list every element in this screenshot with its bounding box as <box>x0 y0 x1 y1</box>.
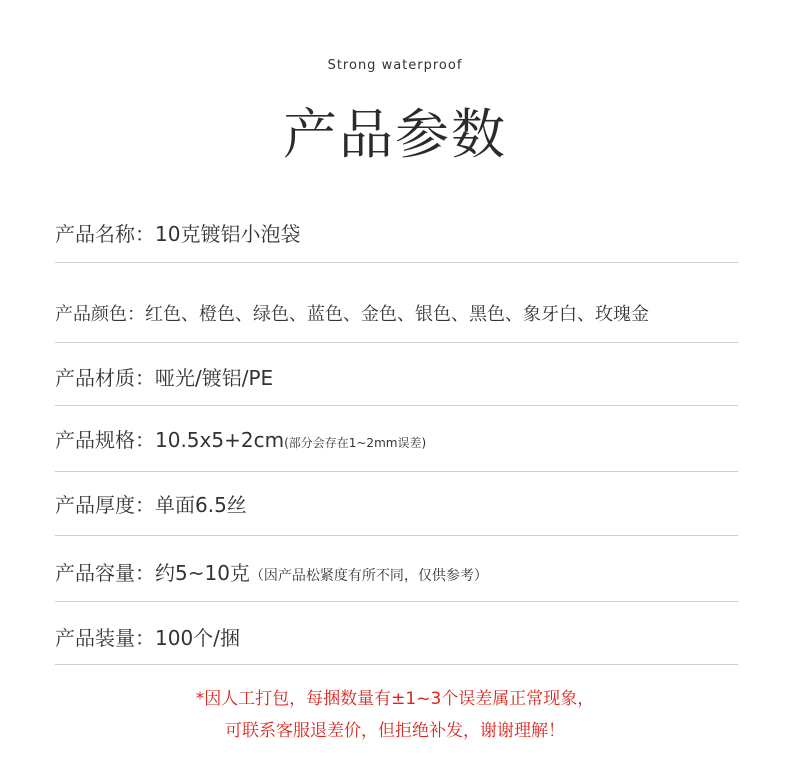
divider <box>55 262 738 263</box>
divider <box>55 405 738 406</box>
spec-label: 产品装量： <box>55 626 155 650</box>
page-title: 产品参数 <box>283 103 507 166</box>
divider <box>55 664 738 665</box>
divider <box>55 535 738 536</box>
spec-value: 单面6.5丝 <box>155 493 247 517</box>
footer-notice-line-2: 可联系客服退差价，但拒绝补发，谢谢理解！ <box>225 721 565 741</box>
spec-value: 10克镀铝小泡袋 <box>155 222 301 246</box>
spec-value: 100个/捆 <box>155 626 240 650</box>
spec-value: 哑光/镀铝/PE <box>155 366 274 390</box>
spec-row-size <box>55 424 738 453</box>
spec-value: 约5~10克 <box>155 561 250 585</box>
spec-label: 产品名称： <box>55 222 155 246</box>
page-subtitle: Strong waterproof <box>327 58 463 73</box>
spec-value: 10.5x5+2cm <box>155 428 285 452</box>
divider <box>55 342 738 343</box>
spec-note: (部分会存在1~2mm误差) <box>284 436 427 450</box>
spec-row-colors <box>55 300 738 326</box>
spec-label: 产品颜色： <box>55 304 145 325</box>
spec-row-material <box>55 362 738 391</box>
spec-label: 产品容量： <box>55 561 155 585</box>
spec-value: 红色、橙色、绿色、蓝色、金色、银色、黑色、象牙白、玫瑰金 <box>145 304 649 325</box>
footer-notice-line-1: *因人工打包，每捆数量有±1~3个误差属正常现象， <box>195 689 595 709</box>
spec-row-thickness <box>55 489 738 518</box>
spec-note: （因产品松紧度有所不同，仅供参考） <box>249 568 488 584</box>
spec-label: 产品材质： <box>55 366 155 390</box>
spec-label: 产品厚度： <box>55 493 155 517</box>
spec-row-capacity <box>55 557 738 586</box>
spec-label: 产品规格： <box>55 428 155 452</box>
spec-row-name <box>55 218 738 247</box>
divider <box>55 601 738 602</box>
spec-row-packing <box>55 622 738 651</box>
divider <box>55 471 738 472</box>
